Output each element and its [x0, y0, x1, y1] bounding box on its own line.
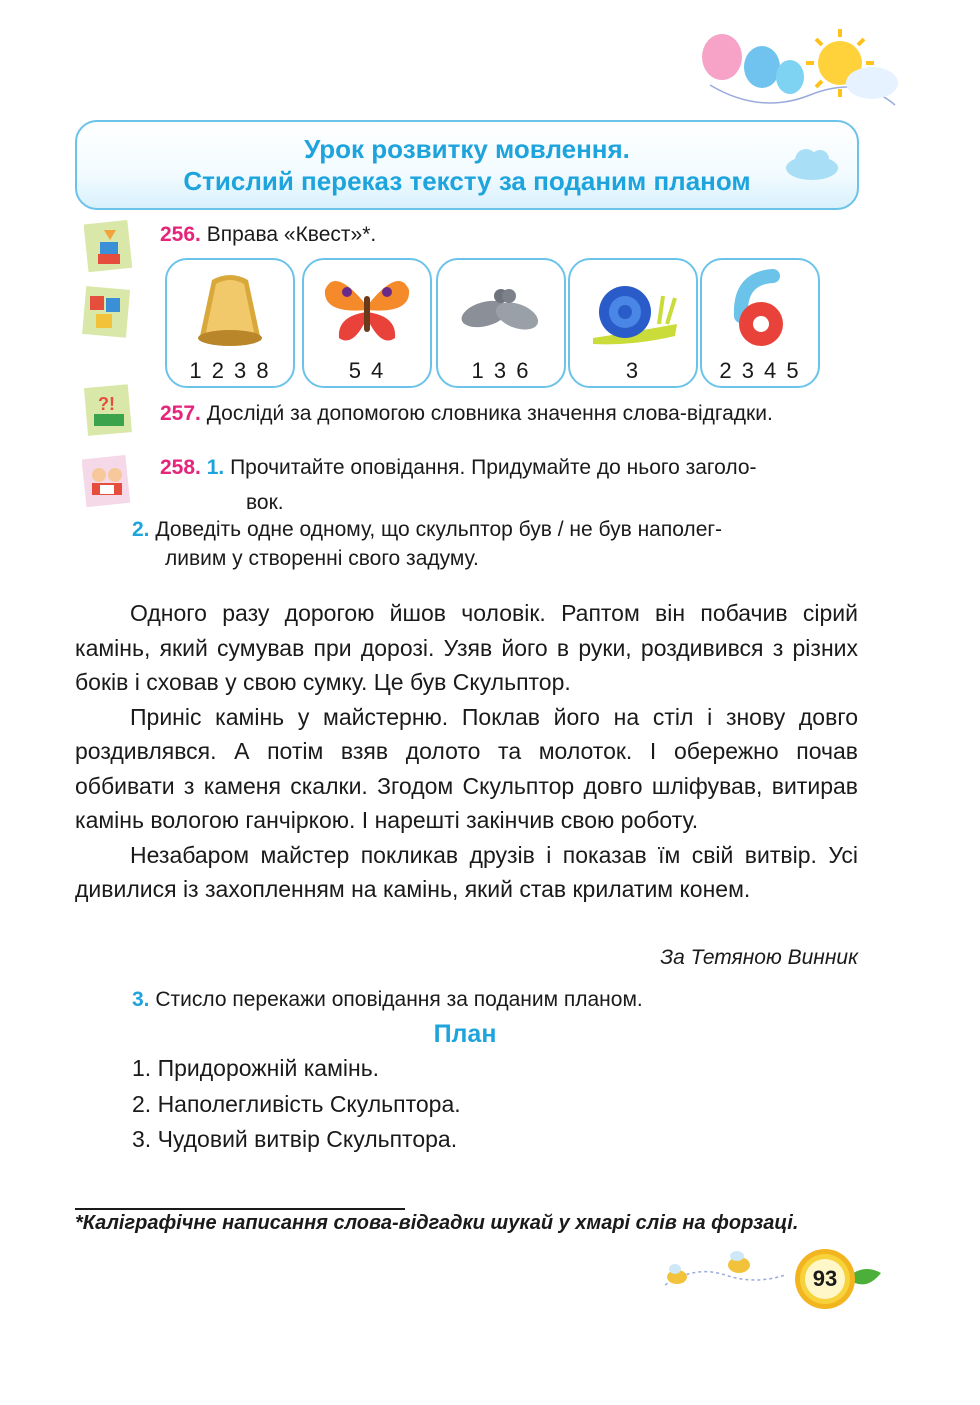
- plan-item: 2. Наполегливість Скульптора.: [132, 1091, 461, 1117]
- story-author: За Тетяною Винник: [660, 946, 858, 969]
- question-book-icon: [84, 384, 134, 438]
- quest-card-six: [700, 258, 820, 388]
- story-paragraph-1: Одного разу дорогою йшов чоловік. Раптом він побачив сірий камінь, який сумував при дорозі. Узяв його в руки, роздивився з різних боків і сховав у свою сумку. Це був Скульптор.: [75, 600, 858, 695]
- task-257-number: 257.: [160, 402, 201, 425]
- task-256-number: 256.: [160, 223, 201, 246]
- page-number: 93: [805, 1259, 845, 1299]
- task-258-item2-number: 2.: [132, 518, 150, 541]
- quest-card-butterfly: [302, 258, 432, 388]
- plan-item: 3. Чудовий витвір Скульптора.: [132, 1126, 458, 1152]
- task-257: [160, 398, 773, 430]
- bees-decoration: [655, 1245, 795, 1300]
- page-number-badge: [800, 1254, 850, 1304]
- task-257-text: Досліди́ за допомогою словника значення слова-відгадки.: [206, 402, 773, 425]
- quest-card-numbers: 3: [625, 358, 641, 383]
- quest-card-numbers: 5 4: [348, 358, 386, 383]
- task-258-item2: [132, 514, 862, 546]
- thimble-icon: [180, 266, 280, 356]
- quest-card-numbers: 1 2 3 8: [189, 358, 271, 383]
- lesson-title-box: [75, 120, 859, 210]
- letter-cubes-icon: [82, 286, 132, 340]
- butterfly-icon: [317, 266, 417, 356]
- plan-item: 1. Придорожній камінь.: [132, 1055, 380, 1081]
- task-258-item1-number: 1.: [206, 456, 225, 479]
- story-text: [75, 596, 858, 907]
- quest-card-numbers: 1 3 6: [471, 358, 531, 383]
- digit-six-icon: [715, 266, 805, 356]
- task-3: [132, 984, 643, 1016]
- quest-card-thimble: [165, 258, 295, 388]
- task-258: [160, 452, 860, 484]
- quest-card-pigeons: [436, 258, 566, 388]
- task-258-item1-line1: Прочитайте оповідання. Придумайте до нього заголо-: [230, 456, 757, 479]
- task-3-number: 3.: [132, 988, 150, 1011]
- story-paragraph-2: Приніс камінь у майстерню. Поклав його на стіл і знову довго роздивлявся. А потім взяв долото та молоток. І обережно почав оббивати з каменя скалки. Згодом Скульптор довго шліфував, витирав камінь вологою ганчіркою. І нарешті закінчив свою роботу.: [75, 703, 858, 833]
- svg-text:?!: ?!: [98, 394, 115, 414]
- balloons-sun-decoration: [690, 25, 900, 125]
- cloud-icon: [782, 144, 842, 182]
- story-paragraph-3: Незабаром майстер покликав друзів і показав їм свій витвір. Усі дивилися із захопленням на камінь, який став крилатим конем.: [75, 841, 858, 902]
- task-258-item2-line2: ливим у створенні свого задуму.: [165, 547, 479, 570]
- task-256-text: Вправа «Квест»*.: [206, 223, 377, 246]
- children-reading-icon: [82, 455, 132, 509]
- footnote: *Каліграфічне написання слова-відгадки шукай у хмарі слів на форзаці.: [75, 1212, 799, 1234]
- task-258-item1-line2: вок.: [246, 491, 284, 514]
- snail-icon: [583, 266, 683, 356]
- leaf-icon: [845, 1263, 883, 1293]
- quest-card-snail: [568, 258, 698, 388]
- lesson-title-line-1: Урок розвитку мовлення.: [304, 134, 630, 164]
- task-258-item2-line1: Доведіть одне одному, що скульптор був / не був наполег-: [155, 518, 723, 541]
- task-258-number: 258.: [160, 456, 201, 479]
- quest-card-numbers: 2 3 4 5: [719, 358, 801, 383]
- plan-title: План: [433, 1020, 497, 1048]
- footnote-divider: [75, 1208, 405, 1210]
- task-3-text: Стисло перекажи оповідання за поданим планом.: [155, 988, 643, 1011]
- blocks-icon: [84, 220, 134, 274]
- pigeons-icon: [451, 266, 551, 356]
- lesson-title-line-2: Стислий переказ тексту за поданим планом: [183, 166, 751, 196]
- task-256: [160, 219, 376, 251]
